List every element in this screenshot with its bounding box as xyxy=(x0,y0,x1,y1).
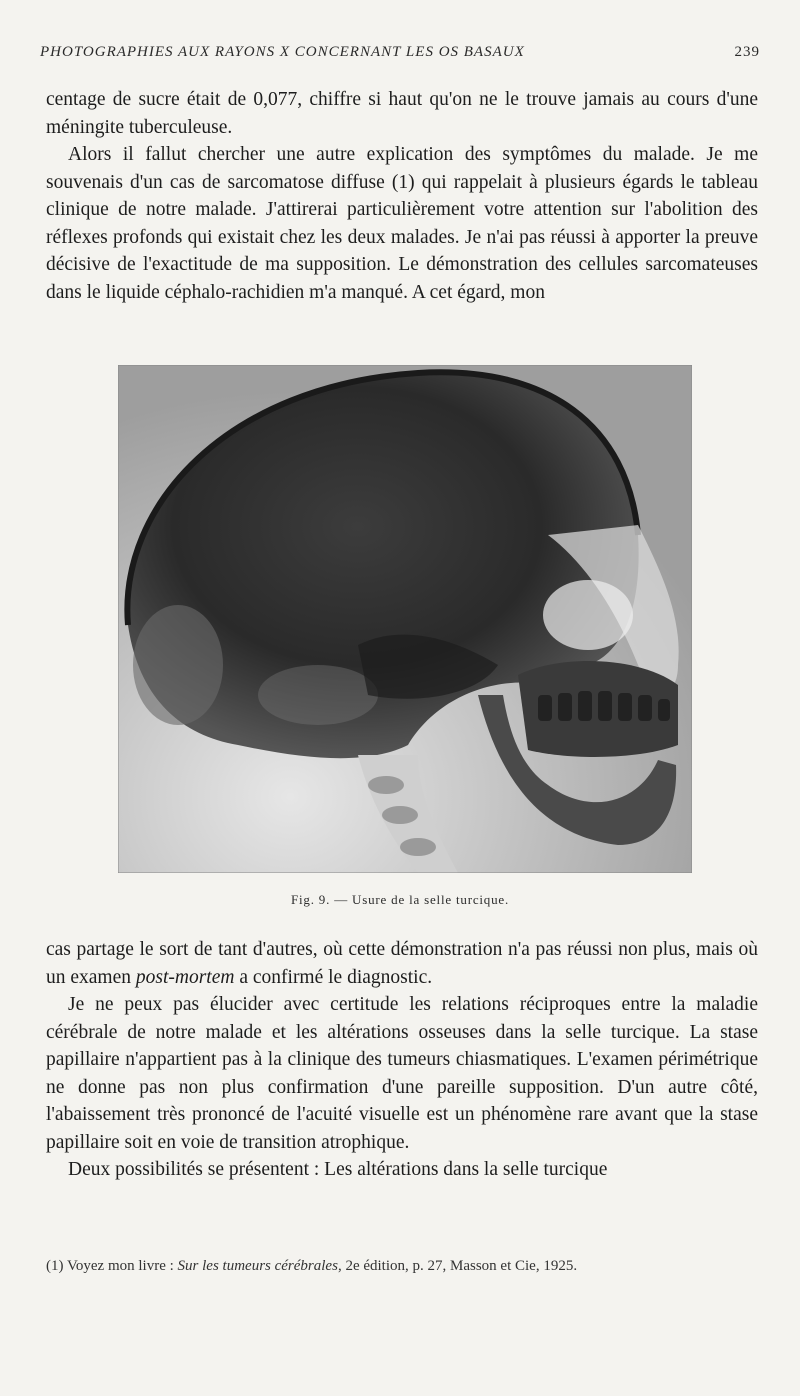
footnote-text: , 2e édition, p. 27, Masson et Cie, 1925. xyxy=(337,1258,578,1274)
footnote xyxy=(46,1256,758,1276)
skull-xray-figure xyxy=(118,365,692,873)
paragraph: centage de sucre était de 0,077, chiffre si haut qu'on ne le trouve jamais au cours d'une méningite tuberculeuse. xyxy=(46,89,758,138)
paragraph-text: a confirmé le diagnostic. xyxy=(234,966,433,988)
page-number: 239 xyxy=(734,44,760,60)
paragraph: Deux possibilités se présentent : Les altérations dans la selle turcique xyxy=(68,1159,608,1180)
footnote-marker: (1) xyxy=(46,1258,64,1274)
emphasis-text: post-mortem xyxy=(135,966,235,988)
footnote-text: Voyez mon livre : xyxy=(63,1258,178,1274)
paragraph-text: cas partage le sort de tant d'autres, où cette démonstration n'a pas réussi non plus, mais où un examen xyxy=(46,939,758,988)
paragraph xyxy=(46,936,758,991)
skull-xray-image xyxy=(118,365,692,873)
paragraph: Je ne peux pas élucider avec certitude les relations réciproques entre la maladie cérébrale de notre malade et les altérations osseuses dans la selle turcique. La stase papillaire n'appartient pas à la clinique des tumeurs chiasmatiques. L'examen périmétrique ne donne pas non plus confirmation d'une pareille supposition. D'un autre côté, l'abaissement très prononcé de l'acuité visuelle est un phénomène rare avant que la stase papillaire soit en voie de transition atrophique. xyxy=(46,994,758,1153)
figure-caption: Fig. 9. — Usure de la selle turcique. xyxy=(290,892,510,907)
paragraph: Alors il fallut chercher une autre explication des symptômes du malade. Je me souvenais d'un cas de sarcomatose diffuse (1) qui rappelait à plusieurs égards le tableau clinique de notre malade. J'attirerai particulièrement votre attention sur l'abolition des réflexes profonds qui existait chez les deux malades. Je n'ai pas réussi à apporter la preuve décisive de l'exactitude de ma supposition. Le démonstration des cellules sarcomateuses dans le liquide céphalo-rachidien m'a manqué. A cet égard, mon xyxy=(46,144,758,303)
body-text-top xyxy=(46,86,758,306)
footnote-book-title: Sur les tumeurs cérébrales xyxy=(177,1258,338,1274)
running-head xyxy=(40,44,760,61)
body-text-bottom xyxy=(46,936,758,1184)
running-title: PHOTOGRAPHIES AUX RAYONS X CONCERNANT LES OS BASAUX xyxy=(40,44,525,60)
